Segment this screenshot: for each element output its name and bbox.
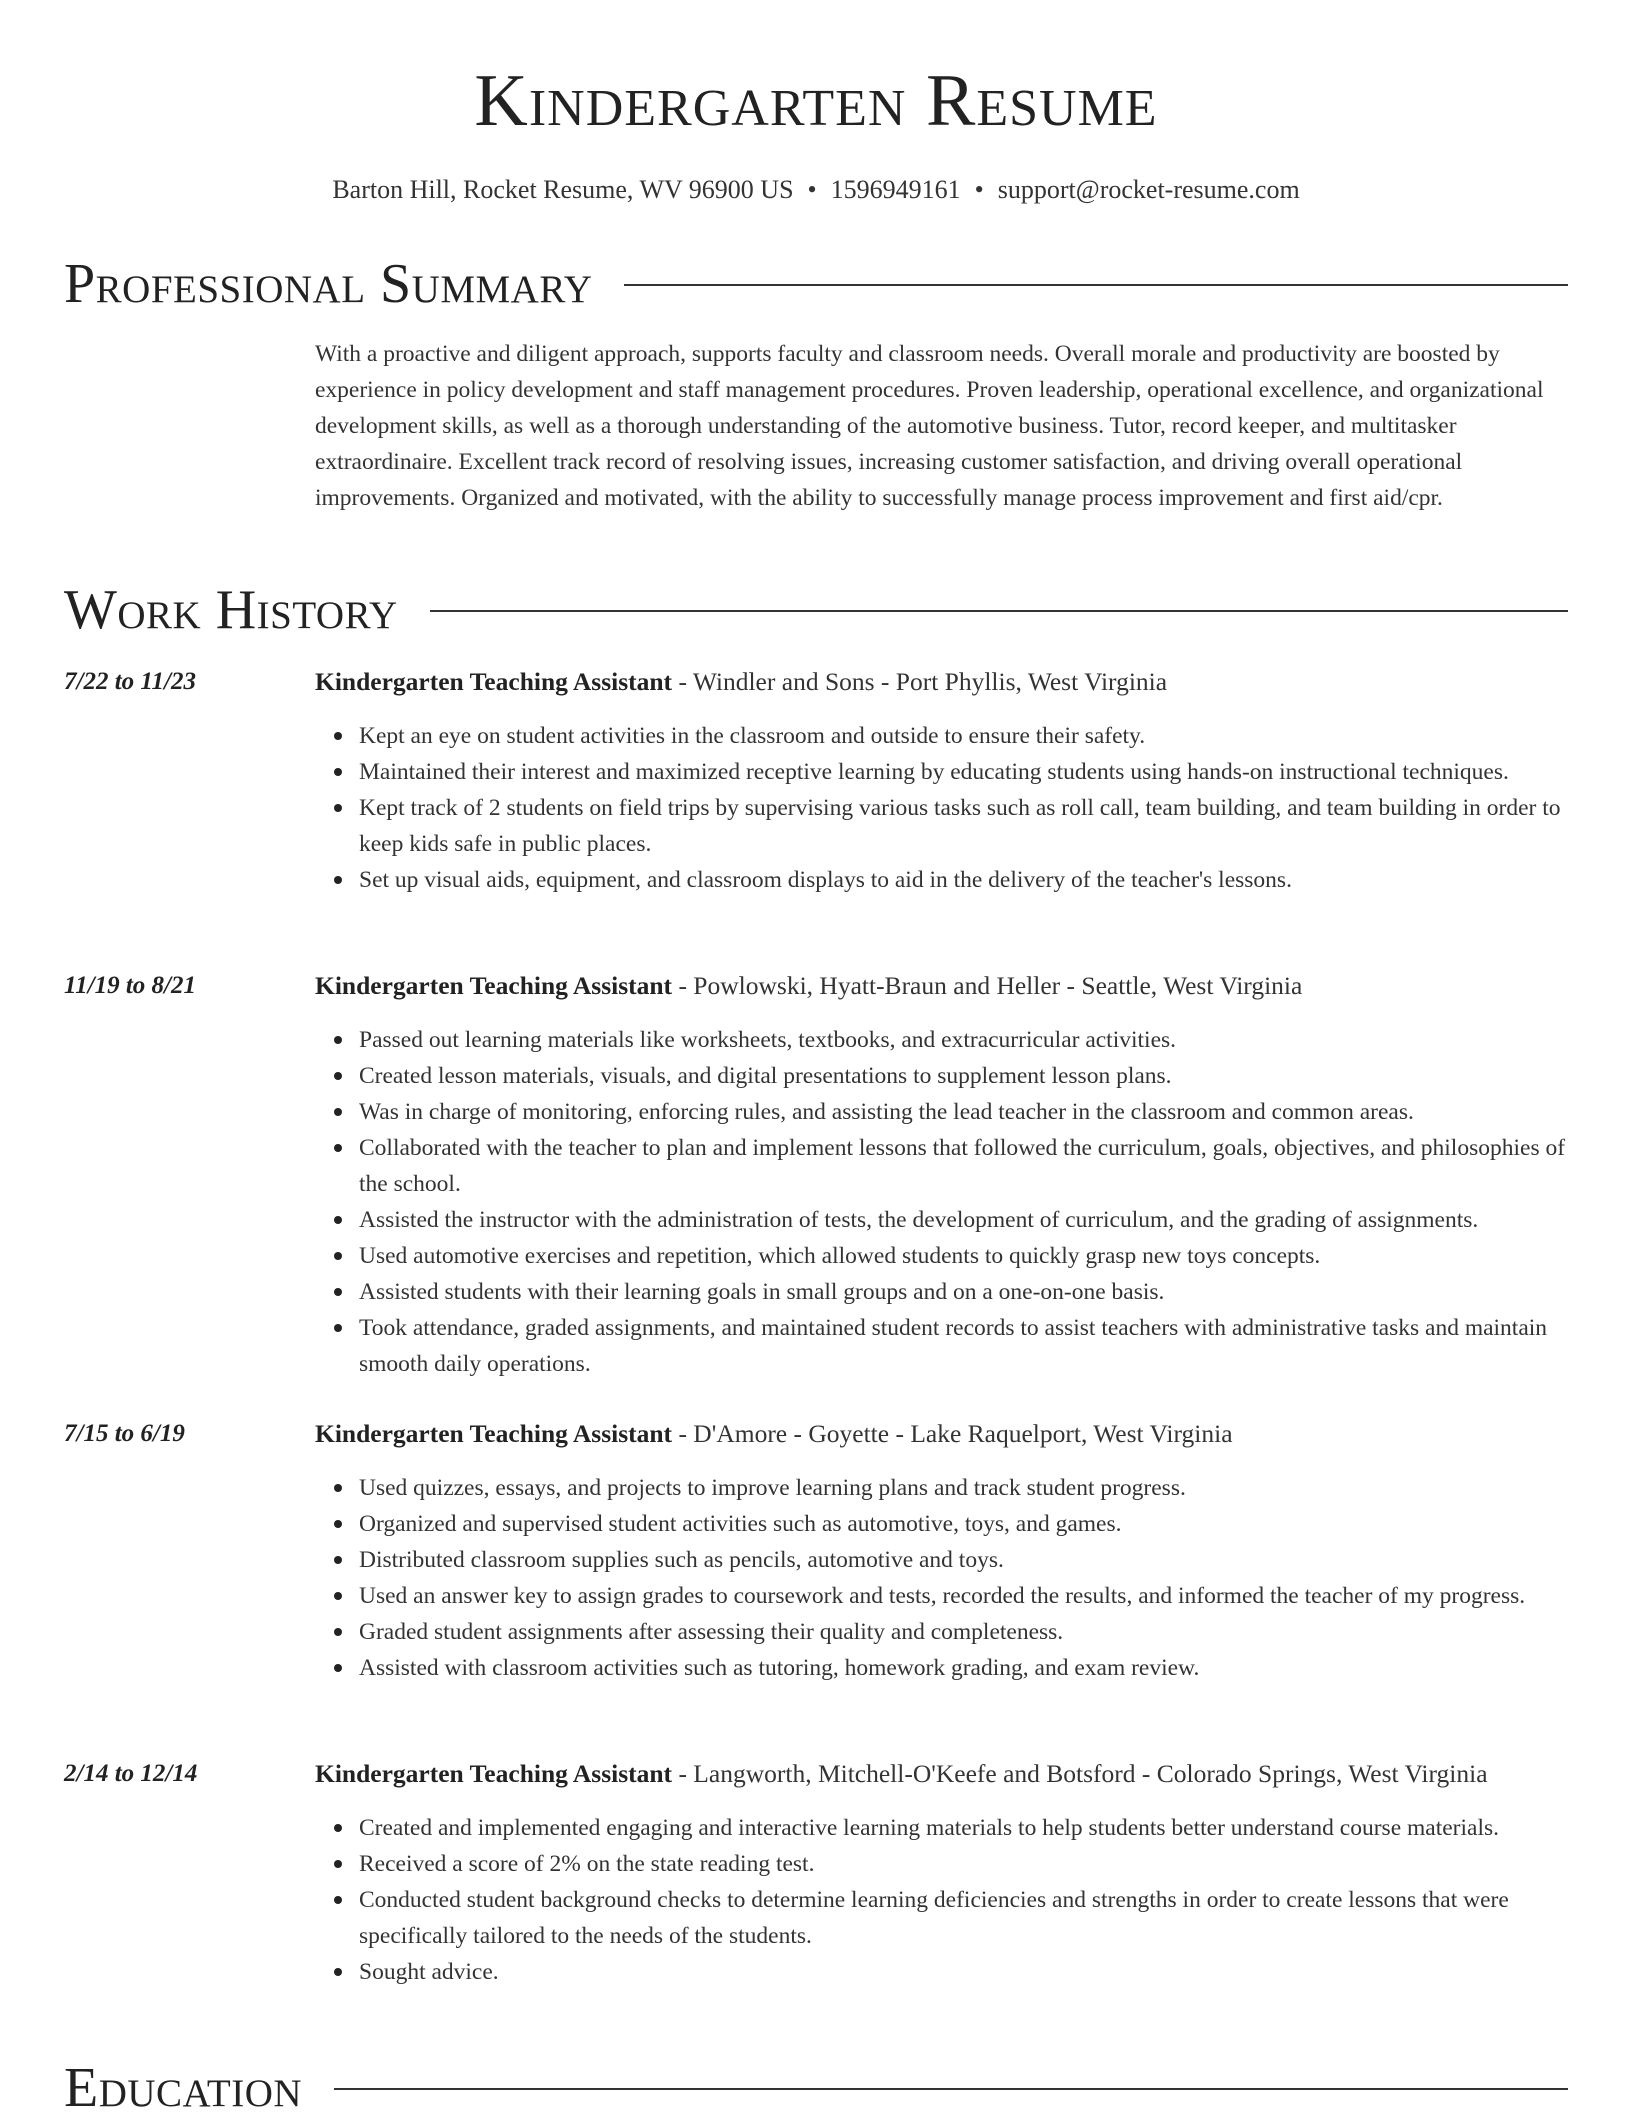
job-bullet: Assisted with classroom activities such as tutoring, homework grading, and exam review. xyxy=(359,1650,1568,1686)
job-dates: 11/19 to 8/21 xyxy=(64,972,196,999)
job-bullet: Assisted students with their learning goals in small groups and on a one-on-one basis. xyxy=(359,1274,1568,1310)
summary-section-header xyxy=(64,252,1568,316)
job-title-line xyxy=(315,968,1568,1004)
job-title-line xyxy=(315,1416,1568,1452)
job-bullet: Was in charge of monitoring, enforcing rules, and assisting the lead teacher in the classroom and common areas. xyxy=(359,1094,1568,1130)
education-section-title: Education xyxy=(64,2057,303,2119)
job-employer: - Langworth, Mitchell-O'Keefe and Botsford - Colorado Springs, West Virginia xyxy=(672,1759,1488,1788)
job-dates: 7/22 to 11/23 xyxy=(64,668,196,695)
job-bullets xyxy=(359,1022,1568,1382)
job-employer: - Powlowski, Hyatt-Braun and Heller - Seattle, West Virginia xyxy=(672,971,1303,1000)
job-bullet: Conducted student background checks to determine learning deficiencies and strengths in order to create lessons that were specifically tailored to the needs of the students. xyxy=(359,1882,1568,1954)
job-bullet: Sought advice. xyxy=(359,1954,1568,1990)
contact-line xyxy=(64,172,1568,208)
job-title-line xyxy=(315,1756,1568,1792)
job-bullet: Used an answer key to assign grades to coursework and tests, recorded the results, and informed the teacher of my progress. xyxy=(359,1578,1568,1614)
job-bullet: Distributed classroom supplies such as pencils, automotive and toys. xyxy=(359,1542,1568,1578)
job-bullets xyxy=(359,1810,1568,1990)
job-bullet: Assisted the instructor with the administration of tests, the development of curriculum, and the grading of assignments. xyxy=(359,1202,1568,1238)
job-dates: 7/15 to 6/19 xyxy=(64,1420,185,1447)
professional-summary-text: With a proactive and diligent approach, supports faculty and classroom needs. Overall morale and productivity are boosted by experience in policy development and staff management procedures. Proven leadership, operational excellence, and organizational development skills, as well as a thorough understanding of the automotive business. Tutor, record keeper, and multitasker extraordinaire. Excellent track record of resolving issues, increasing customer satisfaction, and driving overall operational improvements. Organized and motivated, with the ability to successfully manage process improvement and first aid/cpr. xyxy=(315,341,1544,511)
job-bullets xyxy=(359,1470,1568,1686)
job-bullet: Created lesson materials, visuals, and digital presentations to supplement lesson plans. xyxy=(359,1058,1568,1094)
job-role: Kindergarten Teaching Assistant xyxy=(315,971,673,1000)
job-employer: - D'Amore - Goyette - Lake Raquelport, West Virginia xyxy=(672,1419,1233,1448)
job-bullet: Set up visual aids, equipment, and classroom displays to aid in the delivery of the teacher's lessons. xyxy=(359,862,1568,898)
job-bullets xyxy=(359,718,1568,898)
job-bullet: Kept track of 2 students on field trips by supervising various tasks such as roll call, team building, and team building in order to keep kids safe in public places. xyxy=(359,790,1568,862)
section-divider xyxy=(624,284,1568,286)
job-title-line xyxy=(315,664,1568,700)
work-section-title: Work History xyxy=(64,579,398,641)
job-bullet: Used quizzes, essays, and projects to improve learning plans and track student progress. xyxy=(359,1470,1568,1506)
contact-email: support@rocket-resume.com xyxy=(997,175,1300,204)
job-bullet: Took attendance, graded assignments, and maintained student records to assist teachers with administrative tasks and maintain smooth daily operations. xyxy=(359,1310,1568,1382)
job-bullet: Used automotive exercises and repetition, which allowed students to quickly grasp new toys concepts. xyxy=(359,1238,1568,1274)
job-bullet: Organized and supervised student activities such as automotive, toys, and games. xyxy=(359,1506,1568,1542)
job-bullet: Passed out learning materials like worksheets, textbooks, and extracurricular activities. xyxy=(359,1022,1568,1058)
work-section-header xyxy=(64,578,1568,642)
job-bullet: Maintained their interest and maximized receptive learning by educating students using hands-on instructional techniques. xyxy=(359,754,1568,790)
contact-phone: 1596949161 xyxy=(830,175,961,204)
summary-section-title: Professional Summary xyxy=(64,253,593,315)
job-bullet: Kept an eye on student activities in the classroom and outside to ensure their safety. xyxy=(359,718,1568,754)
job-bullet: Created and implemented engaging and interactive learning materials to help students better understand course materials. xyxy=(359,1810,1568,1846)
job-bullet: Collaborated with the teacher to plan and implement lessons that followed the curriculum, goals, objectives, and philosophies of the school. xyxy=(359,1130,1568,1202)
job-bullet: Graded student assignments after assessing their quality and completeness. xyxy=(359,1614,1568,1650)
section-divider xyxy=(430,610,1568,612)
resume-name: Kindergarten Resume xyxy=(474,60,1158,142)
section-divider xyxy=(334,2088,1568,2090)
job-dates: 2/14 to 12/14 xyxy=(64,1760,198,1787)
education-section-header xyxy=(64,2056,1568,2120)
job-role: Kindergarten Teaching Assistant xyxy=(315,667,673,696)
contact-separator: • xyxy=(974,175,984,204)
job-role: Kindergarten Teaching Assistant xyxy=(315,1759,673,1788)
contact-separator: • xyxy=(807,175,817,204)
job-bullet: Received a score of 2% on the state reading test. xyxy=(359,1846,1568,1882)
job-role: Kindergarten Teaching Assistant xyxy=(315,1419,673,1448)
contact-address: Barton Hill, Rocket Resume, WV 96900 US xyxy=(332,175,794,204)
job-employer: - Windler and Sons - Port Phyllis, West Virginia xyxy=(672,667,1168,696)
